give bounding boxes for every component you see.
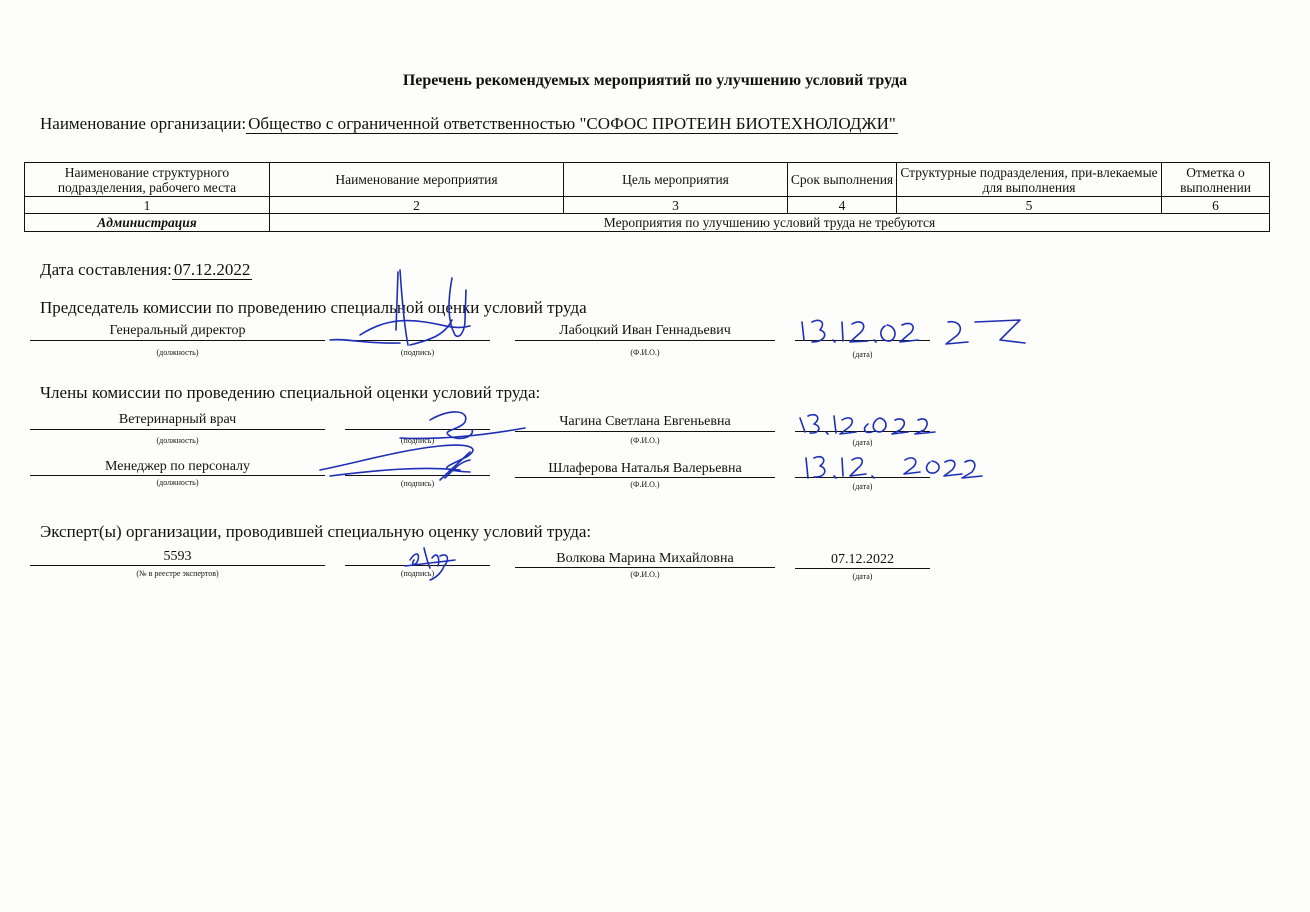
member-2-signature <box>320 445 473 480</box>
signature-caption: (подпись) <box>400 348 435 357</box>
member-2-position: Менеджер по персоналу <box>104 459 251 474</box>
unit-cell: Администрация <box>25 214 270 232</box>
expert-name: Волкова Марина Михайловна <box>556 551 734 566</box>
header-measure: Наименование мероприятия <box>270 163 564 197</box>
document-title: Перечень рекомендуемых мероприятий по улучшению условий труда <box>402 72 908 89</box>
header-deadline: Срок выполнения <box>788 163 897 197</box>
member-1-position: Ветеринарный врач <box>118 412 237 427</box>
fio-caption: (Ф.И.О.) <box>630 436 660 445</box>
col-number: 5 <box>897 197 1162 214</box>
header-unit: Наименование структурного подразделения, рабочего места <box>25 163 270 197</box>
date-caption: (дата) <box>852 438 873 447</box>
header-departments: Структурные подразделения, при-влекаемые для выполнения <box>897 163 1162 197</box>
chairman-position: Генеральный директор <box>109 323 246 338</box>
organization-name: Общество с ограниченной ответственностью "СОФОС ПРОТЕИН БИОТЕХНОЛОДЖИ" <box>248 114 896 133</box>
fio-caption: (Ф.И.О.) <box>630 570 660 579</box>
compiled-label: Дата составления: <box>40 260 172 279</box>
header-completion: Отметка о выполнении <box>1162 163 1270 197</box>
chairman-date-handwritten <box>802 320 1025 344</box>
organization-label: Наименование организации: <box>40 114 247 133</box>
experts-heading: Эксперт(ы) организации, проводившей специальную оценку условий труда: <box>40 522 592 541</box>
date-caption: (дата) <box>852 350 873 359</box>
fio-caption: (Ф.И.О.) <box>630 348 660 357</box>
member-1-date-handwritten <box>800 415 935 434</box>
note-cell: Мероприятия по улучшению условий труда не требуются <box>270 214 1270 232</box>
col-number: 2 <box>270 197 564 214</box>
signature-caption: (подпись) <box>400 569 435 578</box>
col-number: 1 <box>25 197 270 214</box>
position-caption: (должность) <box>156 478 199 487</box>
chairman-heading: Председатель комиссии по проведению специальной оценки условий труда <box>40 298 587 317</box>
member-1-name: Чагина Светлана Евгеньевна <box>559 414 731 429</box>
col-number: 3 <box>564 197 788 214</box>
header-goal: Цель мероприятия <box>564 163 788 197</box>
member-1-signature <box>400 412 525 439</box>
position-caption: (должность) <box>156 436 199 445</box>
date-caption: (дата) <box>852 572 873 581</box>
member-2-name: Шлаферова Наталья Валерьевна <box>548 461 742 476</box>
chairman-signature <box>330 270 470 345</box>
expert-signature <box>405 548 455 580</box>
expert-registry-number: 5593 <box>163 549 192 564</box>
col-number: 6 <box>1162 197 1270 214</box>
fio-caption: (Ф.И.О.) <box>630 480 660 489</box>
col-number: 4 <box>788 197 897 214</box>
chairman-name: Лабоцкий Иван Геннадьевич <box>559 323 731 338</box>
expert-date: 07.12.2022 <box>831 552 894 567</box>
signature-caption: (подпись) <box>400 436 435 445</box>
position-caption: (должность) <box>156 348 199 357</box>
date-caption: (дата) <box>852 482 873 491</box>
registry-caption: (№ в реестре экспертов) <box>136 569 219 578</box>
members-heading: Члены комиссии по проведению специальной оценки условий труда: <box>40 383 541 402</box>
member-2-date-handwritten <box>806 457 982 478</box>
compiled-date: 07.12.2022 <box>173 260 251 279</box>
signature-caption: (подпись) <box>400 479 435 488</box>
